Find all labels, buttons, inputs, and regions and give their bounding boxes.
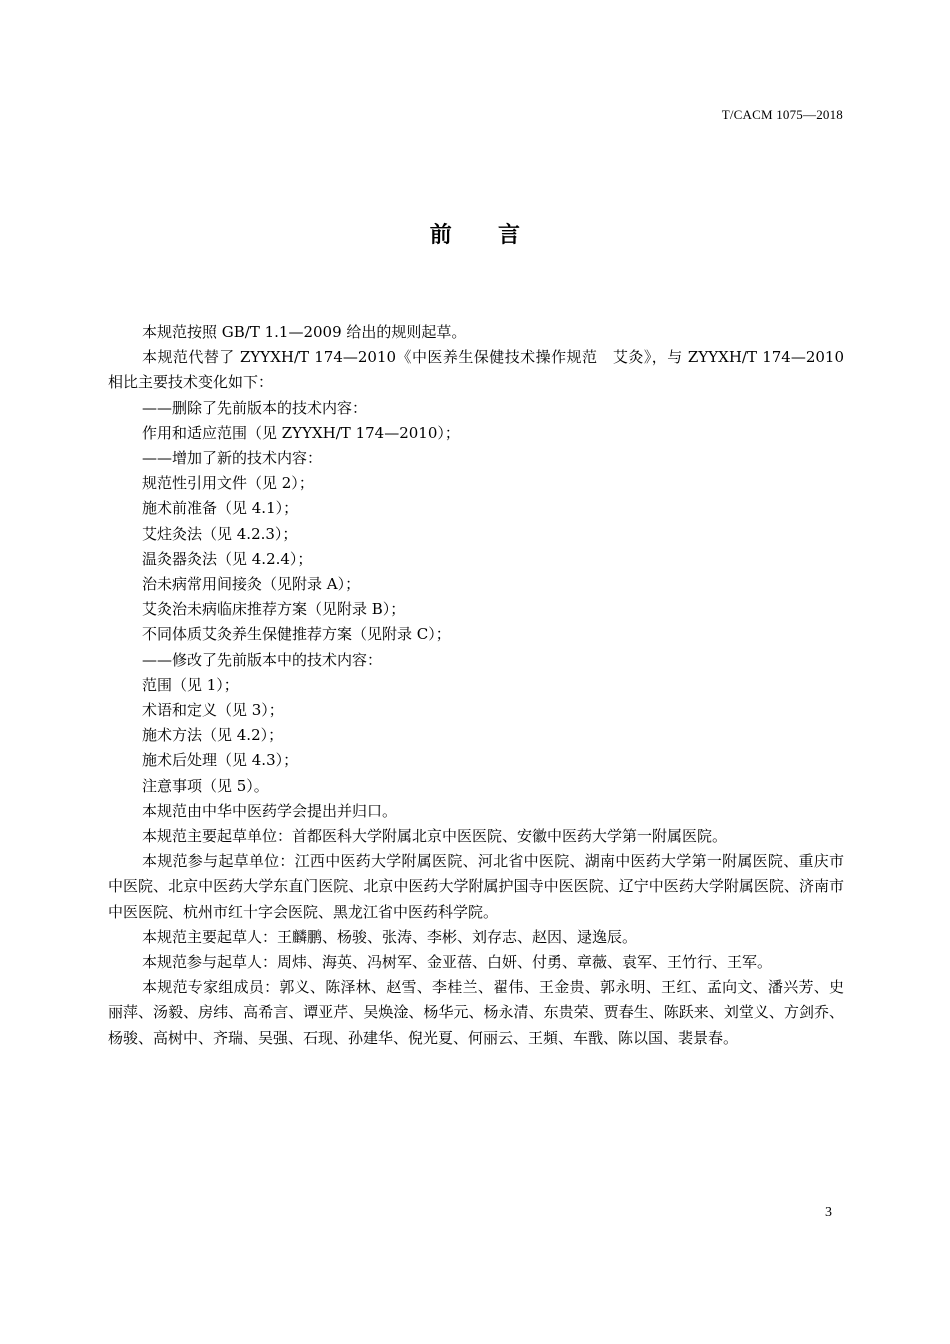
paragraph-12: 不同体质艾灸养生保健推荐方案（见附录 C）；	[142, 625, 451, 644]
title-char-2: 言	[498, 223, 521, 248]
foreword-body	[108, 320, 844, 1051]
paragraph-18: 注意事项（见 5）。	[142, 776, 269, 795]
standard-code: T/CACM 1075—2018	[721, 107, 843, 122]
paragraph-19: 本规范由中华中医药学会提出并归口。	[142, 801, 398, 820]
paragraph-17: 施术后处理（见 4.3）；	[142, 751, 299, 770]
page-title	[0, 218, 950, 249]
paragraph-22: 本规范主要起草人：王麟鹏、杨骏、张涛、李彬、刘存志、赵因、逯逸辰。	[142, 927, 638, 946]
paragraph-2: 本规范代替了 ZYYXH/T 174—2010《中医养生保健技术操作规范 艾灸》，与 ZYYXH/T 174—2010 相比主要技术变化如下：	[108, 348, 844, 392]
paragraph-1: 本规范按照 GB/T 1.1—2009 给出的规则起草。	[142, 323, 467, 341]
paragraph-23: 本规范参与起草人：周炜、海英、冯树军、金亚蓓、白妍、付勇、章薇、袁军、王竹行、王军。	[142, 953, 773, 972]
paragraph-15: 术语和定义（见 3）；	[142, 701, 284, 720]
paragraph-4: 作用和适应范围（见 ZYYXH/T 174—2010）；	[142, 423, 460, 442]
paragraph-14: 范围（见 1）；	[142, 675, 239, 694]
paragraph-10: 治未病常用间接灸（见附录 A）；	[142, 575, 361, 594]
paragraph-8: 艾炷灸法（见 4.2.3）；	[142, 524, 298, 543]
paragraph-24: 本规范专家组成员：郭义、陈泽林、赵雪、李桂兰、翟伟、王金贵、郭永明、王红、孟向文、潘兴芳、史丽萍、汤毅、房纬、高希言、谭亚芹、吴焕淦、杨华元、杨永清、东贵荣、贾春生、陈跃来、刘堂义、方剑乔、杨骏、高树中、齐瑞、吴强、石现、孙建华、倪光夏、何丽云、王頻、车戬、陈以国、裴景春。	[108, 978, 844, 1047]
page-number: 3	[825, 1205, 832, 1220]
paragraph-20: 本规范主要起草单位：首都医科大学附属北京中医医院、安徽中医药大学第一附属医院。	[142, 827, 728, 846]
paragraph-6: 规范性引用文件（见 2）；	[142, 474, 314, 493]
paragraph-3: ——删除了先前版本的技术内容：	[142, 398, 368, 417]
paragraph-16: 施术方法（见 4.2）；	[142, 726, 284, 745]
paragraph-13: ——修改了先前版本中的技术内容：	[142, 650, 383, 669]
paragraph-9: 温灸器灸法（见 4.2.4）；	[142, 549, 313, 568]
paragraph-21: 本规范参与起草单位：江西中医药大学附属医院、河北省中医院、湖南中医药大学第一附属医院、重庆市中医院、北京中医药大学东直门医院、北京中医药大学附属护国寺中医医院、辽宁中医药大学附属医院、济南市中医医院、杭州市红十字会医院、黑龙江省中医药科学院。	[108, 852, 844, 921]
title-char-1: 前	[429, 223, 452, 248]
paragraph-7: 施术前准备（见 4.1）；	[142, 499, 299, 518]
paragraph-11: 艾灸治未病临床推荐方案（见附录 B）；	[142, 600, 406, 619]
paragraph-5: ——增加了新的技术内容：	[142, 449, 323, 468]
